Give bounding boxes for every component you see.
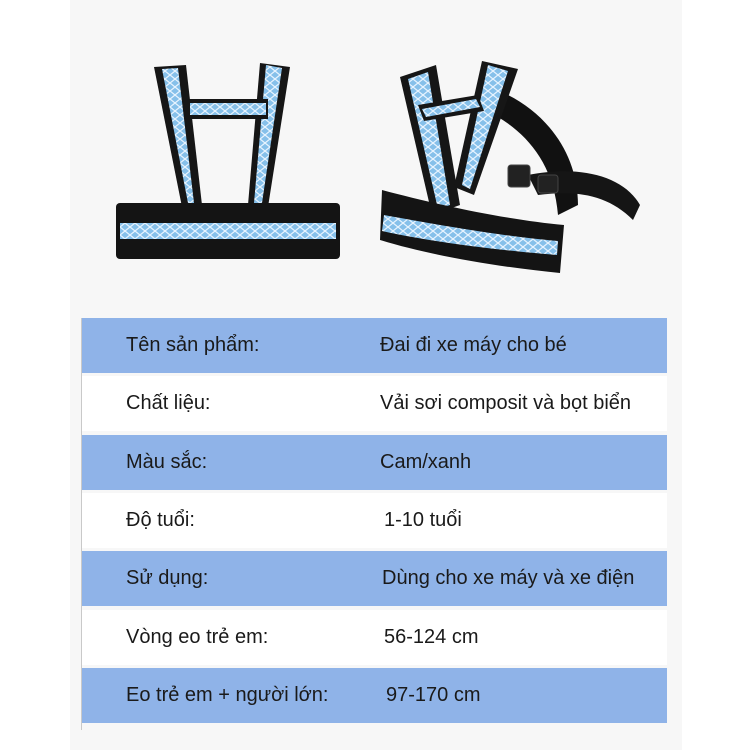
spec-value: 56-124 cm [384,626,479,648]
spec-value: Đai đi xe máy cho bé [380,334,567,356]
spec-row-product-name [82,318,667,373]
spec-row-child-waist [82,610,667,665]
spec-label: Màu sắc: [126,451,208,473]
spec-table [81,318,667,730]
harness-front-image [110,55,350,270]
spec-value: Cam/xanh [380,451,472,473]
spec-label: Độ tuổi: [126,509,195,531]
harness-side-image [378,55,646,280]
spec-value: Dùng cho xe máy và xe điện [382,567,635,589]
spec-row-usage [82,551,667,606]
spec-row-age [82,493,667,548]
spec-value: Vải sơi composit và bọt biển [380,392,632,414]
spec-row-combined-waist [82,668,667,723]
spec-value: 97-170 cm [386,684,481,706]
spec-label: Eo trẻ em + người lớn: [126,684,329,706]
spec-label: Chất liệu: [126,392,211,414]
spec-label: Sử dụng: [126,567,209,589]
spec-value: 1-10 tuổi [384,509,462,531]
spec-label: Vòng eo trẻ em: [126,626,269,648]
spec-row-color [82,435,667,490]
spec-row-material [82,376,667,431]
spec-label: Tên sản phẩm: [126,334,260,356]
